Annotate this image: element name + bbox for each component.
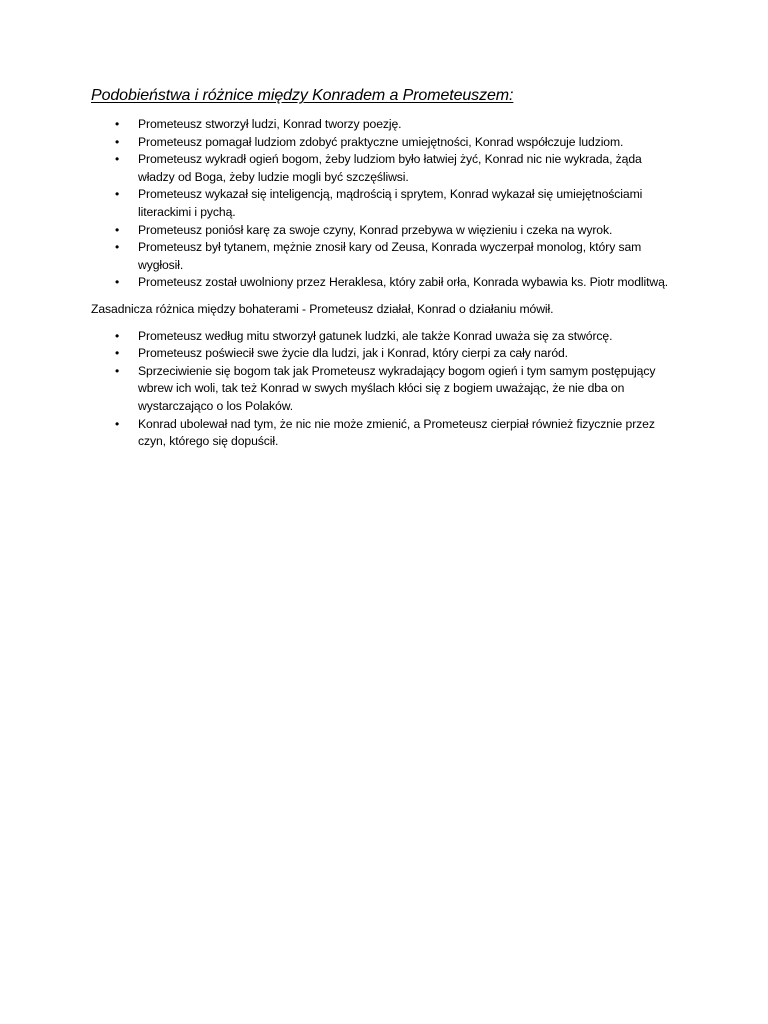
bullet-icon: • — [115, 117, 120, 131]
list-item — [91, 328, 681, 346]
list-item-text: Sprzeciwienie się bogom tak jak Prometeusz wykradający bogom ogień i tym samym postępujący wbrew ich woli, tak też Konrad w swych myślach kłóci się z bogiem uważając, że nie dba on wystarczająco o los Polaków. — [138, 363, 656, 413]
bullet-icon: • — [115, 240, 120, 255]
bullet-icon: • — [115, 363, 120, 378]
list-item-text: Prometeusz wykradł ogień bogom, żeby ludziom było łatwiej żyć, Konrad nic nie wykrada, żąda władzy od Boga, żeby ludzie mogli być szczęśliwsi. — [138, 152, 642, 184]
list-item — [91, 416, 681, 451]
document-title: Podobieństwa i różnice między Konradem a Prometeuszem: — [91, 87, 514, 104]
bullet-icon: • — [115, 134, 120, 149]
list-item — [91, 116, 681, 134]
list-item — [91, 239, 681, 274]
bullet-list-details — [91, 328, 681, 451]
list-item — [91, 274, 681, 292]
list-item-text: Prometeusz według mitu stworzył gatunek ludzki, ale także Konrad uważa się za stwórcę. — [138, 328, 613, 343]
summary-paragraph: Zasadnicza różnica między bohaterami - Prometeusz działał, Konrad o działaniu mówił. — [91, 301, 554, 316]
list-item-text: Prometeusz wykazał się inteligencją, mądrością i sprytem, Konrad wykazał się umiejętnościami literackimi i pychą. — [138, 187, 643, 219]
bullet-list-similarities — [91, 116, 681, 292]
bullet-icon: • — [115, 275, 120, 290]
list-item — [91, 186, 681, 221]
list-item-text: Prometeusz został uwolniony przez Heraklesa, który zabił orła, Konrada wybawia ks. Piotr modlitwą. — [138, 275, 669, 290]
bullet-icon: • — [115, 187, 120, 202]
list-item-text: Prometeusz stworzył ludzi, Konrad tworzy poezję. — [138, 117, 402, 131]
bullet-icon: • — [115, 346, 120, 361]
list-item — [91, 134, 681, 152]
list-item — [91, 345, 681, 363]
list-item — [91, 222, 681, 240]
list-item-text: Konrad ubolewał nad tym, że nic nie może zmienić, a Prometeusz cierpiał również fizycznie przez czyn, którego się dopuścił. — [138, 416, 655, 449]
list-item — [91, 363, 681, 416]
list-item-text: Prometeusz poniósł karę za swoje czyny, Konrad przebywa w więzieniu i czeka na wyrok. — [138, 222, 613, 237]
bullet-icon: • — [115, 222, 120, 237]
bullet-icon: • — [115, 152, 120, 167]
list-item-text: Prometeusz był tytanem, mężnie znosił kary od Zeusa, Konrada wyczerpał monolog, który sam wygłosił. — [138, 240, 642, 272]
bullet-icon: • — [115, 416, 120, 431]
list-item — [91, 151, 681, 186]
list-item-text: Prometeusz poświecił swe życie dla ludzi, jak i Konrad, który cierpi za cały naród. — [138, 346, 568, 361]
list-item-text: Prometeusz pomagał ludziom zdobyć praktyczne umiejętności, Konrad współczuje ludziom. — [138, 134, 624, 149]
document-body — [91, 86, 681, 451]
bullet-icon: • — [115, 328, 120, 343]
